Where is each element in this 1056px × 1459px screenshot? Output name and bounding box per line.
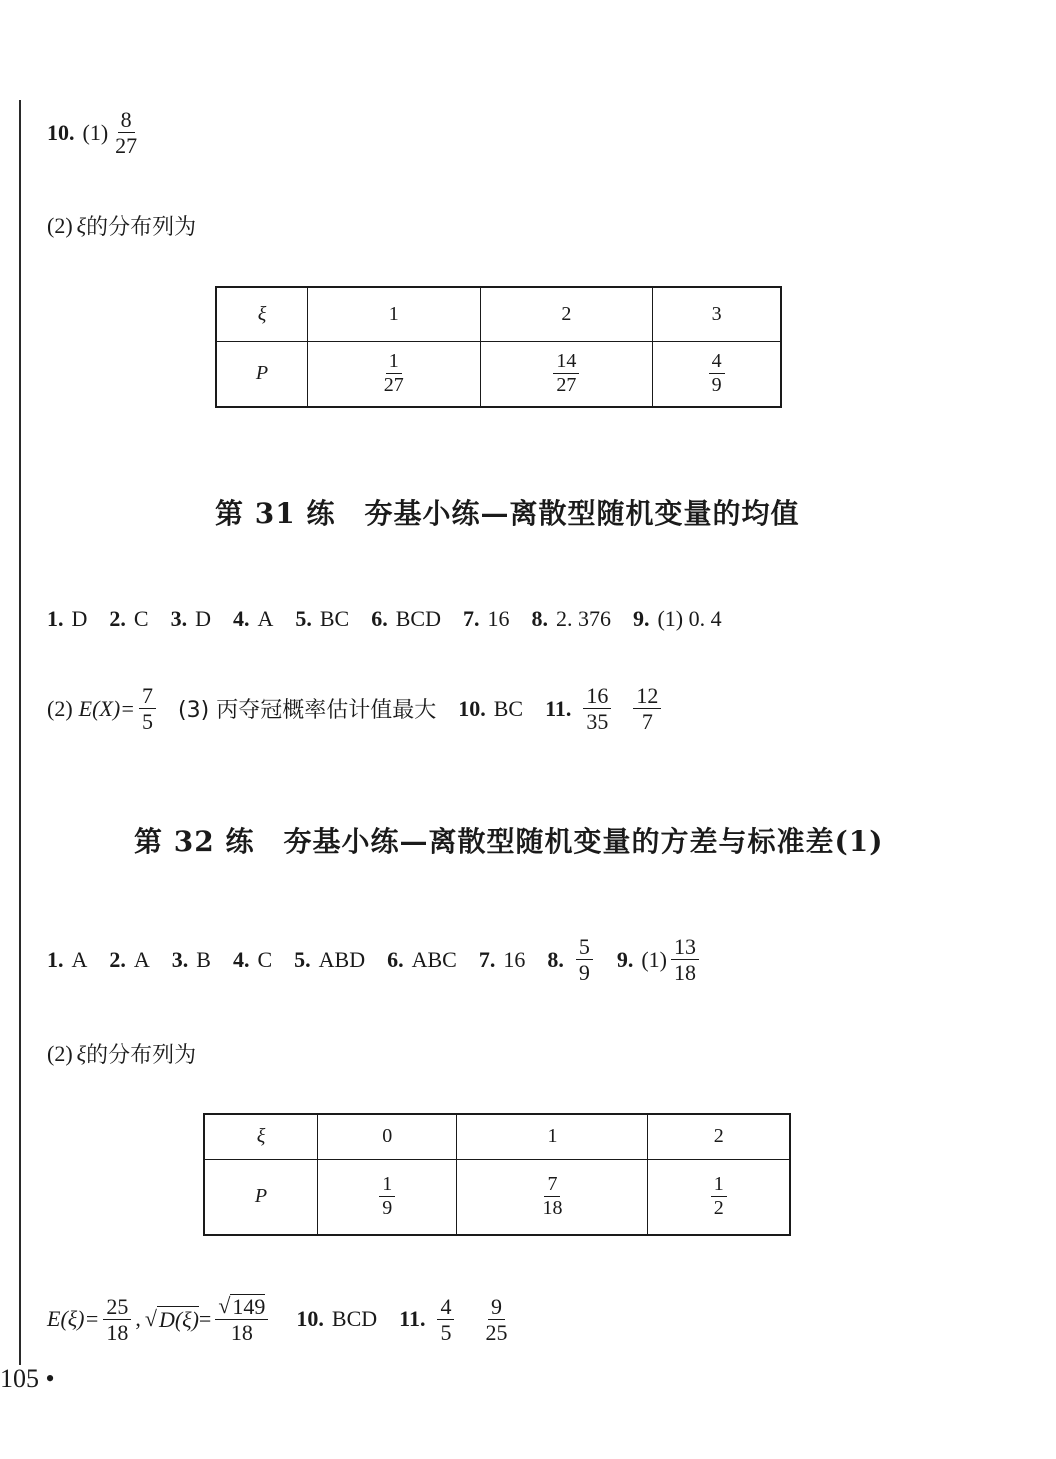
part2-label: (2) [47, 1040, 73, 1066]
answer-text: C [257, 946, 273, 972]
table-row-label: P [216, 341, 308, 407]
fraction-numerator: 1 [379, 1174, 395, 1197]
part3-answer: (3) 丙夺冠概率估计值最大 [178, 698, 437, 724]
table-header-label: ξ [204, 1114, 318, 1159]
fraction-numerator: 25 [103, 1295, 131, 1320]
fraction-denominator: 2 [713, 1197, 724, 1220]
answer-item [47, 606, 87, 632]
answer-item [294, 947, 365, 973]
std-dev-fraction [215, 1294, 268, 1344]
answer-text: A [71, 946, 88, 972]
q9-part1-label: (1) [641, 946, 668, 972]
fraction-denominator: 27 [115, 133, 138, 159]
table-cell [653, 341, 781, 407]
page-number: 105 • [0, 1364, 55, 1393]
fraction-numerator: 13 [671, 935, 699, 960]
fraction-numerator: 5 [576, 935, 593, 960]
section-31-title: 第 31 练 夯基小练—离散型随机变量的均值 [215, 497, 800, 530]
section-32-title: 第 32 练 夯基小练—离散型随机变量的方差与标准差(1) [134, 825, 884, 858]
answer-text: A [257, 606, 274, 631]
question-number: 2. [109, 946, 126, 972]
part2-label: (2) [47, 695, 73, 721]
fraction-numerator: 16 [583, 684, 611, 709]
question-number: 10. [458, 695, 486, 721]
table-header-cell: 2 [480, 287, 653, 341]
table-cell [318, 1159, 457, 1235]
q10-part1-label: (1) [82, 119, 109, 145]
fraction-denominator: 18 [230, 1320, 253, 1346]
q11-fraction-1 [437, 1295, 454, 1344]
sec31-answers-line1 [47, 606, 744, 632]
question-number: 2. [109, 606, 126, 631]
question-number: 1. [47, 606, 64, 631]
q11-fraction-1 [583, 684, 611, 733]
fraction-denominator: 5 [440, 1319, 452, 1345]
question-number: 4. [232, 606, 250, 631]
answer-item [531, 606, 611, 632]
question-number: 10. [296, 1306, 324, 1332]
question-number: 6. [371, 606, 388, 631]
answer-text: (1) 0. 4 [657, 606, 722, 631]
answer-item [171, 606, 211, 632]
fraction-numerator: 4 [437, 1295, 454, 1320]
question-number: 1. [47, 946, 64, 972]
left-margin-rule [19, 100, 21, 1365]
answer-text: BC [319, 606, 350, 631]
question-number: 8. [531, 606, 548, 631]
sqrt-radicand: D(ξ) [158, 1306, 199, 1332]
table-header-cell: 1 [308, 287, 481, 341]
part2-label: (2) [47, 212, 73, 238]
sqrt-icon: √ [144, 1305, 157, 1331]
sec31-answers-line2 [47, 684, 665, 733]
q11-fraction-2 [633, 684, 661, 733]
fraction-denominator: 18 [542, 1197, 563, 1220]
answer-text: A [133, 946, 150, 972]
q10-part2-line [47, 210, 196, 241]
fraction-numerator: 1 [711, 1174, 727, 1197]
answer-text: 16 [503, 946, 526, 972]
answer-text: 2. 376 [555, 606, 611, 631]
question-number: 5. [294, 946, 311, 972]
probability-fraction [379, 1174, 395, 1219]
table-header-cell: 1 [457, 1114, 648, 1159]
fraction-denominator: 18 [674, 960, 697, 986]
fraction-denominator: 7 [641, 709, 653, 735]
sqrt-expression [218, 1294, 265, 1318]
distribution-table-1 [215, 286, 782, 408]
xi-symbol: ξ [76, 212, 87, 238]
question-number: 7. [478, 946, 496, 972]
expectation-label: E(ξ)= [47, 1306, 100, 1332]
question-number: 11. [399, 1306, 426, 1332]
equals-sign: = [198, 1306, 212, 1332]
fraction-numerator: 4 [709, 351, 725, 374]
fraction-numerator: 1 [386, 351, 402, 374]
question-number: 3. [171, 946, 189, 972]
fraction-denominator: 9 [382, 1197, 393, 1220]
fraction-denominator: 25 [485, 1319, 508, 1345]
expectation-label: E(X)= [78, 695, 136, 721]
answer-text: D [71, 606, 88, 631]
answer-text: BC [493, 695, 524, 721]
q10-line [47, 108, 144, 157]
fraction-numerator [215, 1294, 268, 1320]
table-cell [648, 1159, 790, 1235]
answer-text: B [196, 946, 211, 972]
fraction-denominator: 35 [586, 709, 609, 735]
distribution-table-2 [203, 1113, 791, 1236]
question-number: 6. [387, 946, 404, 972]
sec32-part2-line [47, 1038, 196, 1069]
table-cell [308, 341, 481, 407]
answer-item [387, 947, 457, 973]
fraction-numerator: 8 [118, 108, 135, 133]
fraction-numerator: 12 [633, 684, 661, 709]
question-number: 8. [547, 946, 564, 972]
table-header-label: ξ [216, 287, 308, 341]
fraction-denominator: 9 [711, 374, 722, 397]
question-number: 11. [545, 695, 572, 721]
fraction-denominator: 18 [106, 1319, 129, 1345]
fraction-denominator: 5 [142, 709, 154, 735]
answer-text: 16 [487, 606, 510, 631]
table-row-label: P [204, 1159, 318, 1235]
answer-item [295, 606, 349, 632]
answer-item [109, 606, 148, 632]
probability-fraction [553, 351, 579, 396]
fraction-numerator: 7 [544, 1174, 560, 1197]
answer-text: C [133, 606, 149, 631]
question-number: 9. [616, 946, 634, 972]
answer-item [463, 606, 510, 632]
fraction-denominator: 27 [556, 374, 577, 397]
probability-fraction [711, 1174, 727, 1219]
answer-item [479, 947, 526, 973]
table-cell [480, 341, 653, 407]
probability-fraction [709, 351, 725, 396]
answer-text: ABC [411, 946, 457, 972]
answer-text: BCD [395, 606, 441, 631]
answer-item [633, 606, 722, 632]
probability-fraction [381, 351, 407, 396]
expectation-fraction [103, 1295, 131, 1344]
question-number: 9. [632, 606, 650, 631]
fraction-numerator: 7 [139, 684, 156, 709]
question-number: 3. [170, 606, 188, 631]
fraction-denominator: 27 [383, 374, 404, 397]
answer-item [47, 947, 87, 973]
sqrt-radicand: 149 [232, 1294, 266, 1319]
table-header-cell: 2 [648, 1114, 790, 1159]
question-number: 5. [295, 606, 312, 631]
answer-item [233, 947, 272, 973]
answer-item [371, 606, 441, 632]
answer-item [172, 947, 211, 973]
answer-item [233, 606, 273, 632]
sec32-answers-line1 [47, 935, 703, 984]
sqrt-variance [145, 1306, 199, 1333]
table-cell [457, 1159, 648, 1235]
answer-text: D [195, 606, 211, 631]
probability-fraction [539, 1174, 565, 1219]
q10-number: 10. [47, 119, 75, 145]
distribution-caption: 的分布列为 [86, 1043, 197, 1068]
table-header-cell: 0 [318, 1114, 457, 1159]
question-number: 7. [462, 606, 480, 631]
sec32-last-line [47, 1294, 514, 1344]
q8-fraction [576, 935, 593, 984]
table-header-cell: 3 [653, 287, 781, 341]
q10-answer-fraction [112, 108, 140, 157]
answer-text: ABD [318, 946, 366, 972]
q11-fraction-2 [482, 1295, 510, 1344]
xi-symbol: ξ [76, 1040, 87, 1066]
sqrt-icon: √ [218, 1293, 231, 1318]
comma-separator: , [135, 1306, 141, 1332]
fraction-numerator: 14 [553, 351, 579, 374]
answer-text: BCD [331, 1306, 378, 1332]
q9-fraction [671, 935, 699, 984]
question-number: 4. [232, 946, 250, 972]
distribution-caption: 的分布列为 [86, 215, 197, 240]
fraction-denominator: 9 [578, 960, 590, 986]
fraction-numerator: 9 [488, 1295, 505, 1320]
answer-item [109, 947, 149, 973]
expectation-fraction [139, 684, 156, 733]
